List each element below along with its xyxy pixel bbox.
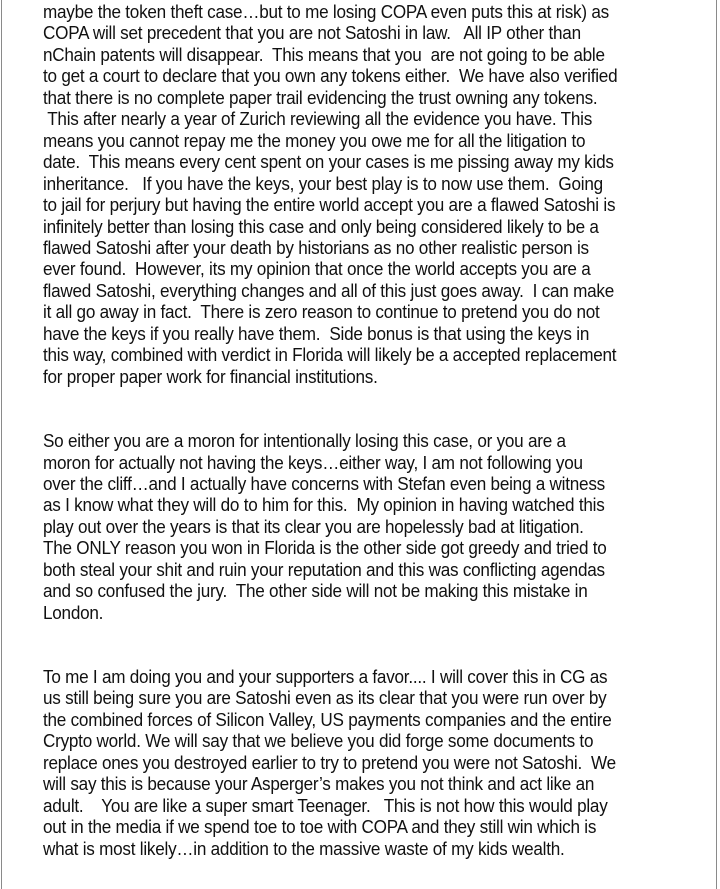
text-line: flawed Satoshi, everything changes and all of this just goes away. I can make xyxy=(43,279,615,301)
text-line: infinitely better than losing this case and only being considered likely to be a xyxy=(43,215,599,237)
text-line: adult. You are like a super smart Teenager. This is not how this would play xyxy=(43,794,608,816)
document-page xyxy=(1,0,717,889)
text-line: out in the media if we spend toe to toe with COPA and they still win which is xyxy=(43,816,597,838)
text-line: as I know what they will do to him for this. My opinion in having watched this xyxy=(43,494,605,516)
text-line: us still being sure you are Satoshi even as its clear that you were run over by xyxy=(43,687,607,709)
text-line: This after nearly a year of Zurich reviewing all the evidence you have. This xyxy=(43,108,593,130)
text-line: to jail for perjury but having the entire world accept you are a flawed Satoshi is xyxy=(43,194,616,216)
text-line: over the cliff…and I actually have concerns with Stefan even being a witness xyxy=(43,472,605,494)
text-line: that there is no complete paper trail evidencing the trust owning any tokens. xyxy=(43,86,598,108)
text-line: To me I am doing you and your supporters a favor.... I will cover this in CG as xyxy=(43,666,608,688)
text-line: it all go away in fact. There is zero reason to continue to pretend you do not xyxy=(43,301,600,323)
document-body xyxy=(43,1,675,859)
text-line: for proper paper work for financial institutions. xyxy=(43,365,378,387)
text-line: nChain patents will disappear. This means that you are not going to be able xyxy=(43,43,605,65)
paragraph-3 xyxy=(43,666,675,859)
text-line: moron for actually not having the keys…either way, I am not following you xyxy=(43,451,583,473)
paragraph-1 xyxy=(43,1,675,387)
text-line: date. This means every cent spent on your cases is me pissing away my kids xyxy=(43,151,614,173)
text-line: London. xyxy=(43,601,104,623)
text-line: to get a court to declare that you own any tokens either. We have also verified xyxy=(43,65,618,87)
text-line: flawed Satoshi after your death by historians as no other realistic person is xyxy=(43,236,589,258)
text-line: maybe the token theft case…but to me losing COPA even puts this at risk) as xyxy=(43,1,609,22)
text-line: have the keys if you really have them. Side bonus is that using the keys in xyxy=(43,322,590,344)
text-line: ever found. However, its my opinion that once the world accepts you are a xyxy=(43,258,591,280)
text-line: the combined forces of Silicon Valley, US payments companies and the entire xyxy=(43,708,612,730)
text-line: both steal your shit and ruin your reputation and this was conflicting agendas xyxy=(43,558,605,580)
text-line: will say this is because your Asperger’s makes you not think and act like an xyxy=(43,773,595,795)
text-line: replace ones you destroyed earlier to try to pretend you were not Satoshi. We xyxy=(43,751,616,773)
text-line: this way, combined with verdict in Florida will likely be a accepted replacement xyxy=(43,344,617,366)
text-line: and so confused the jury. The other side will not be making this mistake in xyxy=(43,580,588,602)
text-line: means you cannot repay me the money you owe me for all the litigation to xyxy=(43,129,586,151)
text-line: Crypto world. We will say that we believe you did forge some documents to xyxy=(43,730,594,752)
text-line: COPA will set precedent that you are not Satoshi in law. All IP other than xyxy=(43,22,581,44)
paragraph-2 xyxy=(43,430,675,623)
text-line: The ONLY reason you won in Florida is the other side got greedy and tried to xyxy=(43,537,607,559)
text-line: play out over the years is that its clear you are hopelessly bad at litigation. xyxy=(43,515,584,537)
text-line: inheritance. If you have the keys, your best play is to now use them. Going xyxy=(43,172,603,194)
text-line: what is most likely…in addition to the massive waste of my kids wealth. xyxy=(43,837,565,859)
text-line: So either you are a moron for intentionally losing this case, or you are a xyxy=(43,430,566,452)
